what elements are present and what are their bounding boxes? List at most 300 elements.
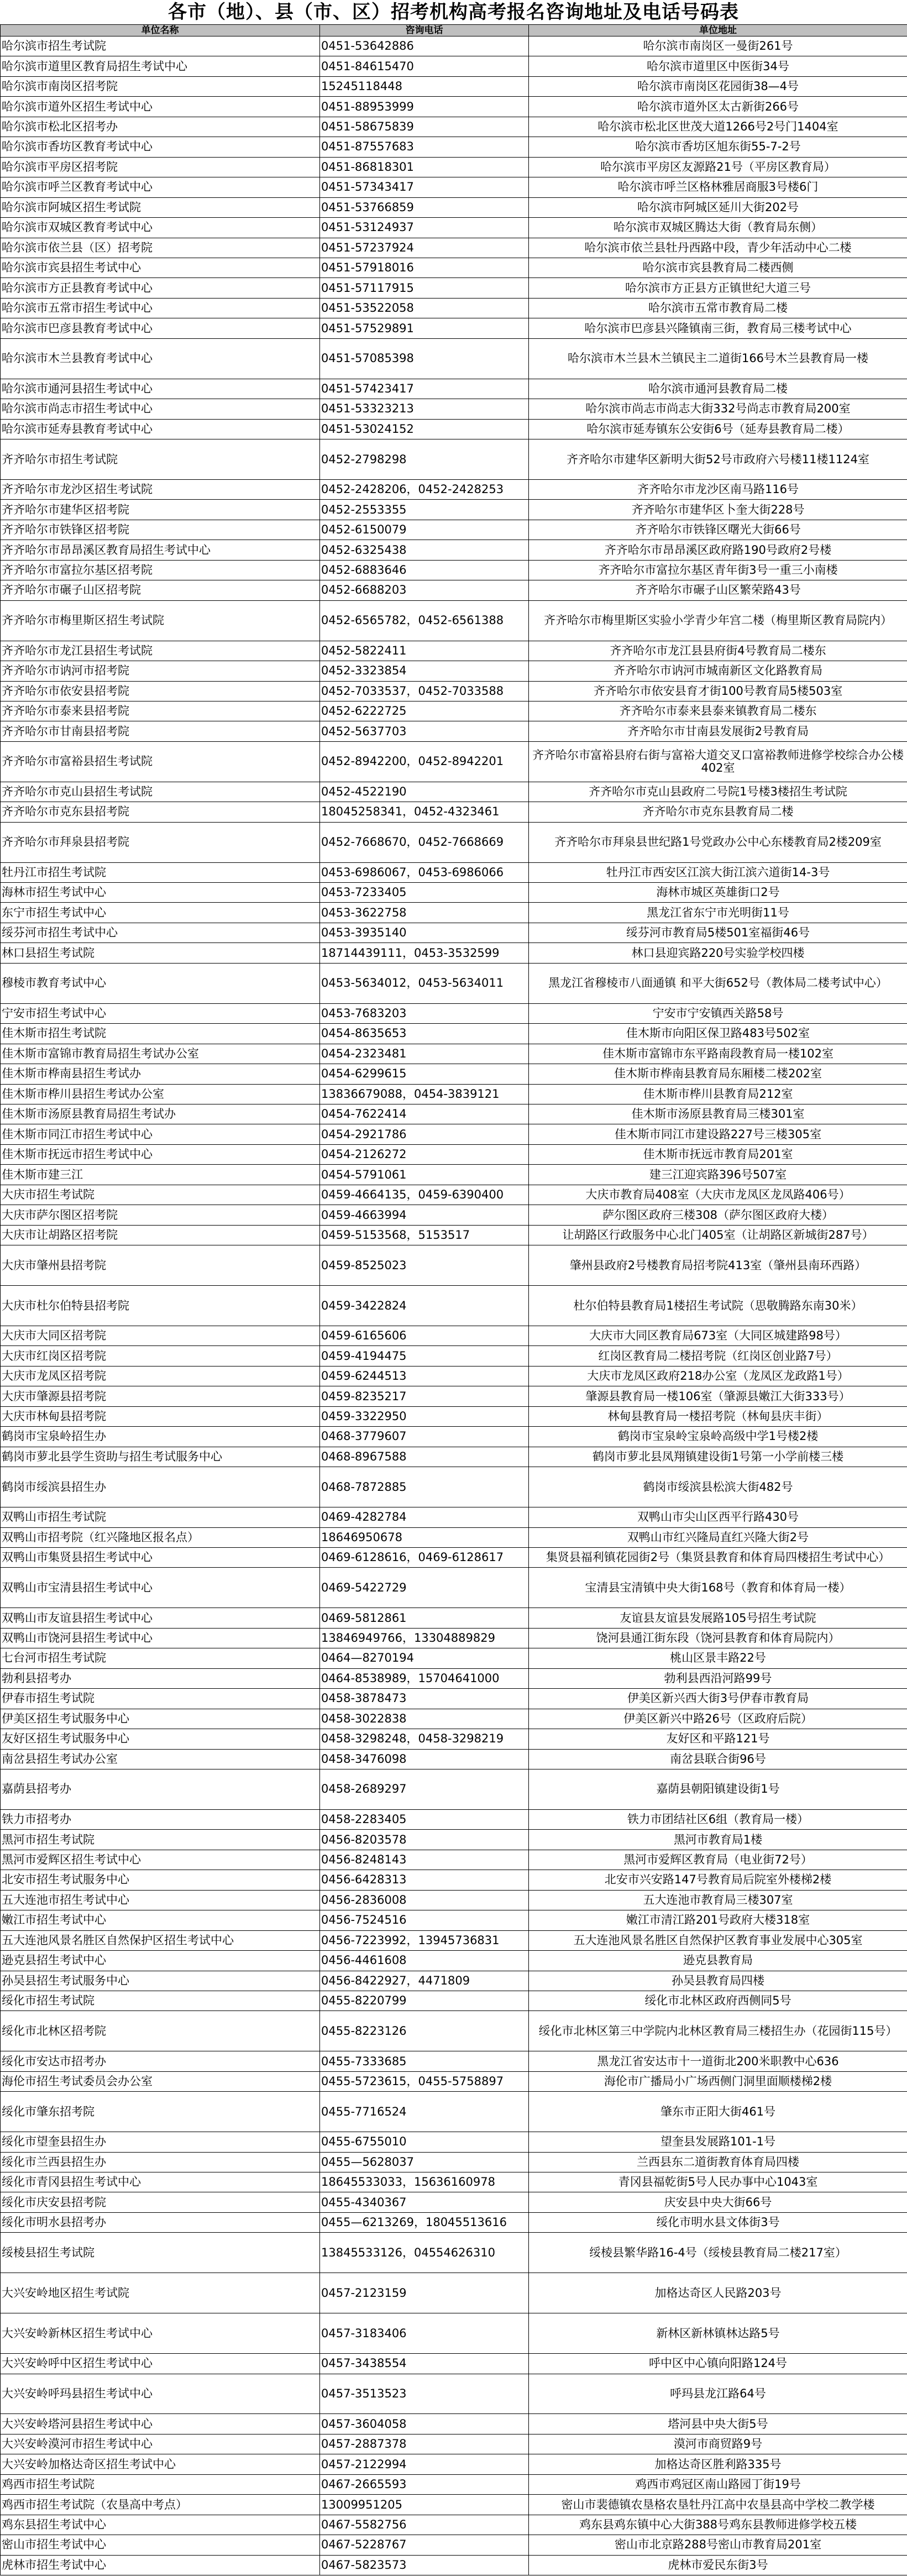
address-cell: 呼玛县龙江路64号 (529, 2374, 907, 2414)
phone-cell: 0452-2428206，0452-2428253 (320, 479, 529, 499)
address-cell: 绥化市北林区第三中学院内北林区教育局三楼招生办（花园街115号） (529, 2011, 907, 2051)
phone-cell: 0459-5153568，5153517 (320, 1225, 529, 1245)
phone-cell: 0451-53124937 (320, 218, 529, 238)
table-row (1, 2555, 907, 2575)
unit-name-cell: 哈尔滨市通河县招生考试中心 (1, 379, 320, 399)
address-cell: 哈尔滨市双城区腾达大街（教育局东侧） (529, 218, 907, 238)
unit-name-cell: 佳木斯市富锦市教育局招生考试办公室 (1, 1044, 320, 1064)
unit-name-cell: 绥化市招生考试院 (1, 1991, 320, 2010)
unit-name-cell: 齐齐哈尔市梅里斯区招生考试院 (1, 600, 320, 641)
address-cell: 大庆市教育局408室（大庆市龙凤区龙凤路406号） (529, 1185, 907, 1205)
unit-name-cell: 嘉荫县招考办 (1, 1769, 320, 1809)
phone-cell: 0464-8538989，15704641000 (320, 1668, 529, 1688)
unit-name-cell: 哈尔滨市道里区教育局招生考试中心 (1, 56, 320, 76)
address-cell: 齐齐哈尔市龙沙区南马路116号 (529, 479, 907, 499)
unit-name-cell: 哈尔滨市平房区招考院 (1, 157, 320, 177)
address-cell: 饶河县通江街东段（饶河县教育和体育局院内） (529, 1628, 907, 1648)
table-row (1, 97, 907, 117)
address-cell: 哈尔滨市平房区友源路21号（平房区教育局） (529, 157, 907, 177)
unit-name-cell: 双鸭山市宝清县招生考试中心 (1, 1568, 320, 1608)
table-row (1, 1709, 907, 1729)
table-row (1, 2414, 907, 2434)
table-row (1, 278, 907, 298)
address-cell: 让胡路区行政服务中心北门405室（让胡路区新城街287号） (529, 1225, 907, 1245)
address-cell: 逊克县教育局 (529, 1951, 907, 1971)
address-cell: 鸡东县鸡东镇中心大街388号鸡东县教师进修学校五楼 (529, 2515, 907, 2535)
unit-name-cell: 双鸭山市饶河县招生考试中心 (1, 1628, 320, 1648)
unit-name-cell: 大庆市红岗区招考院 (1, 1346, 320, 1366)
address-cell: 南岔县联合街96号 (529, 1749, 907, 1769)
table-row (1, 2071, 907, 2091)
unit-name-cell: 绥化市北林区招考院 (1, 2011, 320, 2051)
address-cell: 绥芬河市教育局5楼501室福街46号 (529, 923, 907, 943)
address-cell: 绥棱县繁华路16-4号（绥棱县教育局二楼217室） (529, 2233, 907, 2273)
phone-cell: 0459-8235217 (320, 1386, 529, 1406)
unit-name-cell: 鹤岗市宝泉岭招生办 (1, 1427, 320, 1447)
address-cell: 青冈县福乾街5号人民办事中心1043室 (529, 2172, 907, 2192)
address-cell: 加格达奇区胜利路335号 (529, 2454, 907, 2474)
table-row (1, 419, 907, 439)
unit-name-cell: 大兴安岭呼玛县招生考试中心 (1, 2374, 320, 2414)
phone-cell: 0456-7524516 (320, 1910, 529, 1930)
table-row (1, 903, 907, 923)
table-row (1, 1830, 907, 1850)
table-row (1, 963, 907, 1003)
unit-name-cell: 虎林市招生考试中心 (1, 2555, 320, 2575)
table-row (1, 318, 907, 338)
table-row (1, 923, 907, 943)
unit-name-cell: 双鸭山市招考院（红兴隆地区报名点） (1, 1527, 320, 1547)
address-cell: 杜尔伯特县教育局1楼招生考试院（思敬腾路东南30米） (529, 1286, 907, 1326)
table-row (1, 1668, 907, 1688)
phone-cell: 0459-4663994 (320, 1205, 529, 1225)
table-row (1, 177, 907, 197)
table-row (1, 238, 907, 258)
phone-cell: 0455-8220799 (320, 1991, 529, 2010)
table-row (1, 1689, 907, 1709)
address-cell: 哈尔滨市方正县方正镇世纪大道三号 (529, 278, 907, 298)
table-row (1, 1427, 907, 1447)
unit-name-cell: 齐齐哈尔市招生考试院 (1, 439, 320, 480)
table-row (1, 661, 907, 681)
unit-name-cell: 佳木斯市桦川县招生考试办公室 (1, 1084, 320, 1104)
unit-name-cell: 哈尔滨市五常市招生考试中心 (1, 298, 320, 318)
unit-name-cell: 绥棱县招生考试院 (1, 2233, 320, 2273)
address-cell: 佳木斯市向阳区保卫路483号502室 (529, 1024, 907, 1044)
table-row (1, 399, 907, 419)
unit-name-cell: 齐齐哈尔市讷河市招考院 (1, 661, 320, 681)
table-row (1, 36, 907, 56)
table-row (1, 1749, 907, 1769)
address-cell: 桃山区景丰路22号 (529, 1648, 907, 1668)
phone-cell: 0453-7233405 (320, 883, 529, 903)
address-cell: 哈尔滨市尚志市尚志大街332号尚志市教育局200室 (529, 399, 907, 419)
table-row (1, 741, 907, 782)
table-row (1, 1286, 907, 1326)
table-row (1, 2495, 907, 2515)
phone-cell: 15245118448 (320, 76, 529, 96)
unit-name-cell: 哈尔滨市香坊区教育考试中心 (1, 137, 320, 157)
phone-cell: 0458-3878473 (320, 1689, 529, 1709)
unit-name-cell: 大兴安岭加格达奇区招生考试中心 (1, 2454, 320, 2474)
phone-cell: 0452-5822411 (320, 641, 529, 661)
table-row (1, 1003, 907, 1023)
phone-cell: 0452-6688203 (320, 580, 529, 600)
phone-cell: 0456-8203578 (320, 1830, 529, 1850)
address-cell: 齐齐哈尔市建华区卜奎大街228号 (529, 500, 907, 520)
unit-name-cell: 哈尔滨市宾县招生考试中心 (1, 258, 320, 278)
unit-name-cell: 哈尔滨市呼兰区教育考试中心 (1, 177, 320, 197)
phone-cell: 0455-8223126 (320, 2011, 529, 2051)
table-row (1, 1568, 907, 1608)
address-cell: 齐齐哈尔市富裕县府右街与富裕大道交叉口富裕教师进修学校综合办公楼402室 (529, 741, 907, 782)
unit-name-cell: 齐齐哈尔市富裕县招生考试院 (1, 741, 320, 782)
table-row (1, 1507, 907, 1527)
unit-name-cell: 绥化市明水县招考办 (1, 2212, 320, 2232)
unit-name-cell: 齐齐哈尔市铁锋区招考院 (1, 520, 320, 540)
table-row (1, 721, 907, 741)
table-row (1, 1951, 907, 1971)
table-row (1, 1769, 907, 1809)
table-row (1, 117, 907, 137)
table-row (1, 2354, 907, 2374)
unit-name-cell: 佳木斯市抚远市招生考试中心 (1, 1144, 320, 1164)
table-row (1, 2192, 907, 2212)
table-row (1, 1064, 907, 1084)
address-cell: 齐齐哈尔市龙江县县府街4号教育局二楼东 (529, 641, 907, 661)
table-row (1, 2212, 907, 2232)
table-row (1, 137, 907, 157)
phone-cell: 18045258341，0452-4323461 (320, 802, 529, 822)
unit-name-cell: 哈尔滨市道外区招生考试中心 (1, 97, 320, 117)
phone-cell: 0457-2123159 (320, 2273, 529, 2313)
phone-cell: 0454-5791061 (320, 1165, 529, 1185)
phone-cell: 0456-6428313 (320, 1870, 529, 1890)
address-cell: 佳木斯市富锦市东平路南段教育局一楼102室 (529, 1044, 907, 1064)
unit-name-cell: 齐齐哈尔市克山县招生考试院 (1, 782, 320, 802)
phone-cell: 0453-7683203 (320, 1003, 529, 1023)
address-cell: 佳木斯市抚远市教育局201室 (529, 1144, 907, 1164)
unit-name-cell: 齐齐哈尔市甘南县招考院 (1, 721, 320, 741)
address-cell: 虎林市爱民东街3号 (529, 2555, 907, 2575)
unit-name-cell: 东宁市招生考试中心 (1, 903, 320, 923)
phone-cell: 0452-3323854 (320, 661, 529, 681)
address-cell: 齐齐哈尔市克山县政府二号院1号楼3楼招生考试院 (529, 782, 907, 802)
unit-name-cell: 南岔县招生考试办公室 (1, 1749, 320, 1769)
phone-cell: 0457-2887378 (320, 2434, 529, 2454)
address-cell: 嘉荫县朝阳镇建设街1号 (529, 1769, 907, 1809)
table-row (1, 1628, 907, 1648)
phone-cell: 0451-53642886 (320, 36, 529, 56)
address-cell: 牡丹江市西安区江滨大街江滨六道街14-3号 (529, 862, 907, 882)
phone-cell: 0452-2798298 (320, 439, 529, 480)
table-row (1, 1024, 907, 1044)
unit-name-cell: 绥化市青冈县招生考试中心 (1, 2172, 320, 2192)
unit-name-cell: 大庆市大同区招考院 (1, 1326, 320, 1346)
phone-cell: 0455-7333685 (320, 2051, 529, 2071)
table-row (1, 2474, 907, 2494)
table-row (1, 1044, 907, 1064)
address-cell: 伊美区新兴中路26号（区政府后院） (529, 1709, 907, 1729)
address-cell: 黑龙江省安达市十一道街北200米职教中心636 (529, 2051, 907, 2071)
phone-cell: 0455-7716524 (320, 2092, 529, 2132)
unit-name-cell: 双鸭山市友谊县招生考试中心 (1, 1608, 320, 1628)
phone-cell: 0452-6565782，0452-6561388 (320, 600, 529, 641)
unit-name-cell: 北安市招生考试服务中心 (1, 1870, 320, 1890)
unit-name-cell: 佳木斯市同江市招生考试中心 (1, 1124, 320, 1144)
phone-cell: 0456-8422927，4471809 (320, 1971, 529, 1991)
unit-name-cell: 佳木斯市建三江 (1, 1165, 320, 1185)
table-row (1, 1608, 907, 1628)
table-row (1, 1245, 907, 1286)
phone-cell: 0459-4194475 (320, 1346, 529, 1366)
phone-cell: 0458-2689297 (320, 1769, 529, 1809)
phone-cell: 0457-3183406 (320, 2313, 529, 2354)
address-cell: 哈尔滨市道外区太古新街266号 (529, 97, 907, 117)
phone-cell: 13836679088，0454-3839121 (320, 1084, 529, 1104)
unit-name-cell: 大庆市肇州县招考院 (1, 1245, 320, 1286)
address-cell: 铁力市团结社区6组（教育局一楼） (529, 1809, 907, 1829)
phone-cell: 0456-8248143 (320, 1850, 529, 1870)
address-cell: 哈尔滨市延寿镇东公安街6号（延寿县教育局二楼） (529, 419, 907, 439)
unit-name-cell: 大庆市林甸县招考院 (1, 1406, 320, 1426)
address-cell: 哈尔滨市通河县教育局二楼 (529, 379, 907, 399)
phone-cell: 0456-7223992，13945736831 (320, 1930, 529, 1950)
address-cell: 友谊县友谊县发展路105号招生考试院 (529, 1608, 907, 1628)
phone-cell: 0451-57117915 (320, 278, 529, 298)
table-row (1, 338, 907, 379)
phone-cell: 0459-6244513 (320, 1366, 529, 1386)
phone-cell: 0454-6299615 (320, 1064, 529, 1084)
unit-name-cell: 哈尔滨市方正县教育考试中心 (1, 278, 320, 298)
phone-cell: 0455-5723615，0455-5758897 (320, 2071, 529, 2091)
phone-cell: 0469-6128616，0469-6128617 (320, 1547, 529, 1567)
table-row (1, 1809, 907, 1829)
unit-name-cell: 哈尔滨市双城区教育考试中心 (1, 218, 320, 238)
table-row (1, 681, 907, 701)
unit-name-cell: 双鸭山市招生考试院 (1, 1507, 320, 1527)
address-cell: 黑河市教育局1楼 (529, 1830, 907, 1850)
address-cell: 黑龙江省穆棱市八面通镇 和平大街652号（教体局二楼考试中心） (529, 963, 907, 1003)
table-row (1, 560, 907, 580)
table-row (1, 2011, 907, 2051)
address-cell: 齐齐哈尔市甘南县发展街2号教育局 (529, 721, 907, 741)
address-cell: 红岗区教育局二楼招考院（红岗区创业路7号） (529, 1346, 907, 1366)
unit-name-cell: 绥芬河市招生考试中心 (1, 923, 320, 943)
address-cell: 宝清县宝清镇中央大街168号（教育和体育局一楼） (529, 1568, 907, 1608)
address-cell: 齐齐哈尔市富拉尔基区青年街3号一重三小南楼 (529, 560, 907, 580)
table-row (1, 218, 907, 238)
unit-name-cell: 嫩江市招生考试中心 (1, 1910, 320, 1930)
address-cell: 肇源县教育局一楼106室（肇源县嫩江大街333号） (529, 1386, 907, 1406)
unit-name-cell: 哈尔滨市松北区招考办 (1, 117, 320, 137)
table-row (1, 479, 907, 499)
table-body (1, 36, 907, 2575)
header-phone: 咨询电话 (320, 25, 529, 36)
address-cell: 海伦市广播局小广场西侧门洞里面顺楼梯2楼 (529, 2071, 907, 2091)
unit-name-cell: 大庆市萨尔图区招考院 (1, 1205, 320, 1225)
unit-name-cell: 双鸭山市集贤县招生考试中心 (1, 1547, 320, 1567)
table-row (1, 1124, 907, 1144)
table-row (1, 2454, 907, 2474)
address-cell: 哈尔滨市呼兰区格林雅居商服3号楼6门 (529, 177, 907, 197)
phone-cell: 0452-4522190 (320, 782, 529, 802)
unit-name-cell: 哈尔滨市依兰县（区）招考院 (1, 238, 320, 258)
phone-cell: 0468-3779607 (320, 1427, 529, 1447)
address-cell: 哈尔滨市阿城区延川大街202号 (529, 197, 907, 217)
phone-cell: 0451-53522058 (320, 298, 529, 318)
unit-name-cell: 伊美区招生考试服务中心 (1, 1709, 320, 1729)
phone-cell: 0451-53024152 (320, 419, 529, 439)
address-cell: 肇州县政府2号楼教育局招考院413室（肇州县南环西路） (529, 1245, 907, 1286)
phone-cell: 0452-2553355 (320, 500, 529, 520)
phone-cell: 0451-84615470 (320, 56, 529, 76)
phone-cell: 0452-8942200，0452-8942201 (320, 741, 529, 782)
table-row (1, 157, 907, 177)
unit-name-cell: 逊克县招生考试中心 (1, 1951, 320, 1971)
unit-name-cell: 绥化市望奎县招生办 (1, 2132, 320, 2152)
table-row (1, 641, 907, 661)
table-row (1, 1930, 907, 1950)
table-row (1, 2273, 907, 2313)
phone-cell: 0454-7622414 (320, 1104, 529, 1124)
table-row (1, 1467, 907, 1507)
phone-cell: 0453-6986067，0453-6986066 (320, 862, 529, 882)
unit-name-cell: 绥化市兰西县招生办 (1, 2152, 320, 2172)
table-row (1, 2434, 907, 2454)
address-cell: 齐齐哈尔市拜泉县世纪路1号党政办公中心东楼教育局2楼209室 (529, 822, 907, 862)
unit-name-cell: 海林市招生考试中心 (1, 883, 320, 903)
table-row (1, 2515, 907, 2535)
phone-cell: 0455—5628037 (320, 2152, 529, 2172)
table-row (1, 1386, 907, 1406)
phone-cell: 0457-3604058 (320, 2414, 529, 2434)
address-cell: 鸡西市鸡冠区南山路园丁街19号 (529, 2474, 907, 2494)
table-row (1, 1547, 907, 1567)
address-cell: 鹤岗市绥滨县松滨大街482号 (529, 1467, 907, 1507)
unit-name-cell: 齐齐哈尔市碾子山区招考院 (1, 580, 320, 600)
unit-name-cell: 五大连池风景名胜区自然保护区招生考试中心 (1, 1930, 320, 1950)
table-row (1, 1366, 907, 1386)
unit-name-cell: 大庆市招生考试院 (1, 1185, 320, 1205)
address-cell: 建三江迎宾路396号507室 (529, 1165, 907, 1185)
address-cell: 密山市北京路288号密山市教育局201室 (529, 2535, 907, 2555)
table-row (1, 1144, 907, 1164)
table-row (1, 2051, 907, 2071)
phone-cell: 0452-6883646 (320, 560, 529, 580)
unit-name-cell: 齐齐哈尔市昂昂溪区教育局招生考试中心 (1, 540, 320, 560)
table-row (1, 782, 907, 802)
address-cell: 北安市兴安路147号教育局后院室外楼梯2楼 (529, 1870, 907, 1890)
address-cell: 伊美区新兴西大街3号伊春市教育局 (529, 1689, 907, 1709)
address-cell: 哈尔滨市松北区世茂大道1266号2号门1404室 (529, 117, 907, 137)
unit-name-cell: 大兴安岭新林区招生考试中心 (1, 2313, 320, 2354)
address-cell: 齐齐哈尔市讷河市城南新区文化路教育局 (529, 661, 907, 681)
contact-table (0, 24, 907, 2575)
table-row (1, 2535, 907, 2555)
phone-cell: 0451-57529891 (320, 318, 529, 338)
phone-cell: 0467-5823573 (320, 2555, 529, 2575)
unit-name-cell: 七台河市招生考试院 (1, 1648, 320, 1668)
table-row (1, 2132, 907, 2152)
phone-cell: 0459-8525023 (320, 1245, 529, 1286)
phone-cell: 0451-57237924 (320, 238, 529, 258)
table-row (1, 2172, 907, 2192)
phone-cell: 0451-57918016 (320, 258, 529, 278)
address-cell: 哈尔滨市依兰县牡丹西路中段，青少年活动中心二楼 (529, 238, 907, 258)
address-cell: 双鸭山市红兴隆局直红兴隆大街2号 (529, 1527, 907, 1547)
unit-name-cell: 孙吴县招生考试服务中心 (1, 1971, 320, 1991)
address-cell: 齐齐哈尔市碾子山区繁荣路43号 (529, 580, 907, 600)
table-row (1, 883, 907, 903)
phone-cell: 0459-3422824 (320, 1286, 529, 1326)
table-row (1, 540, 907, 560)
unit-name-cell: 大庆市让胡路区招考院 (1, 1225, 320, 1245)
unit-name-cell: 林口县招生考试院 (1, 943, 320, 963)
phone-cell: 0451-57085398 (320, 338, 529, 379)
address-cell: 哈尔滨市南岗区花园街38—4号 (529, 76, 907, 96)
table-row (1, 1165, 907, 1185)
address-cell: 林口县迎宾路220号实验学校四楼 (529, 943, 907, 963)
unit-name-cell: 鹤岗市绥滨县招生办 (1, 1467, 320, 1507)
phone-cell: 0452-6325438 (320, 540, 529, 560)
phone-cell: 0452-5637703 (320, 721, 529, 741)
unit-name-cell: 齐齐哈尔市建华区招考院 (1, 500, 320, 520)
phone-cell: 0454-8635653 (320, 1024, 529, 1044)
table-row (1, 1991, 907, 2010)
address-cell: 佳木斯市桦川县教育局212室 (529, 1084, 907, 1104)
phone-cell: 0452-7668670，0452-7668669 (320, 822, 529, 862)
phone-cell: 0451-87557683 (320, 137, 529, 157)
table-row (1, 1729, 907, 1749)
unit-name-cell: 黑河市爱辉区招生考试中心 (1, 1850, 320, 1870)
table-row (1, 1890, 907, 1910)
address-cell: 大庆市龙凤区政府218办公室（龙凤区龙政路1号） (529, 1366, 907, 1386)
table-row (1, 439, 907, 480)
unit-name-cell: 齐齐哈尔市拜泉县招考院 (1, 822, 320, 862)
address-cell: 鹤岗市萝北县凤翔镇建设街1号第一小学前楼三楼 (529, 1447, 907, 1467)
address-cell: 绥化市北林区政府西侧同5号 (529, 1991, 907, 2010)
address-cell: 哈尔滨市道里区中医街34号 (529, 56, 907, 76)
table-row (1, 500, 907, 520)
table-row (1, 802, 907, 822)
phone-cell: 0469-5422729 (320, 1568, 529, 1608)
address-cell: 鹤岗市宝泉岭宝泉岭高级中学1号楼2楼 (529, 1427, 907, 1447)
address-cell: 塔河县中央大街5号 (529, 2414, 907, 2434)
phone-cell: 0454-2323481 (320, 1044, 529, 1064)
unit-name-cell: 齐齐哈尔市依安县招考院 (1, 681, 320, 701)
address-cell: 哈尔滨市宾县教育局二楼西侧 (529, 258, 907, 278)
table-row (1, 600, 907, 641)
unit-name-cell: 鸡西市招生考试院（农垦高中考点） (1, 2495, 320, 2515)
unit-name-cell: 大兴安岭漠河市招生考试中心 (1, 2434, 320, 2454)
address-cell: 五大连池市教育局三楼307室 (529, 1890, 907, 1910)
table-row (1, 76, 907, 96)
unit-name-cell: 绥化市安达市招考办 (1, 2051, 320, 2071)
phone-cell: 0458-2283405 (320, 1809, 529, 1829)
unit-name-cell: 齐齐哈尔市龙江县招生考试院 (1, 641, 320, 661)
table-row (1, 1850, 907, 1870)
address-cell: 五大连池风景名胜区自然保护区教育事业发展中心305室 (529, 1930, 907, 1950)
table-row (1, 1084, 907, 1104)
phone-cell: 0451-53766859 (320, 197, 529, 217)
phone-cell: 0453-3935140 (320, 923, 529, 943)
table-row (1, 2313, 907, 2354)
table-row (1, 2374, 907, 2414)
unit-name-cell: 宁安市招生考试中心 (1, 1003, 320, 1023)
address-cell: 集贤县福利镇花园街2号（集贤县教育和体育局四楼招生考试中心） (529, 1547, 907, 1567)
address-cell: 哈尔滨市香坊区旭东街55-7-2号 (529, 137, 907, 157)
